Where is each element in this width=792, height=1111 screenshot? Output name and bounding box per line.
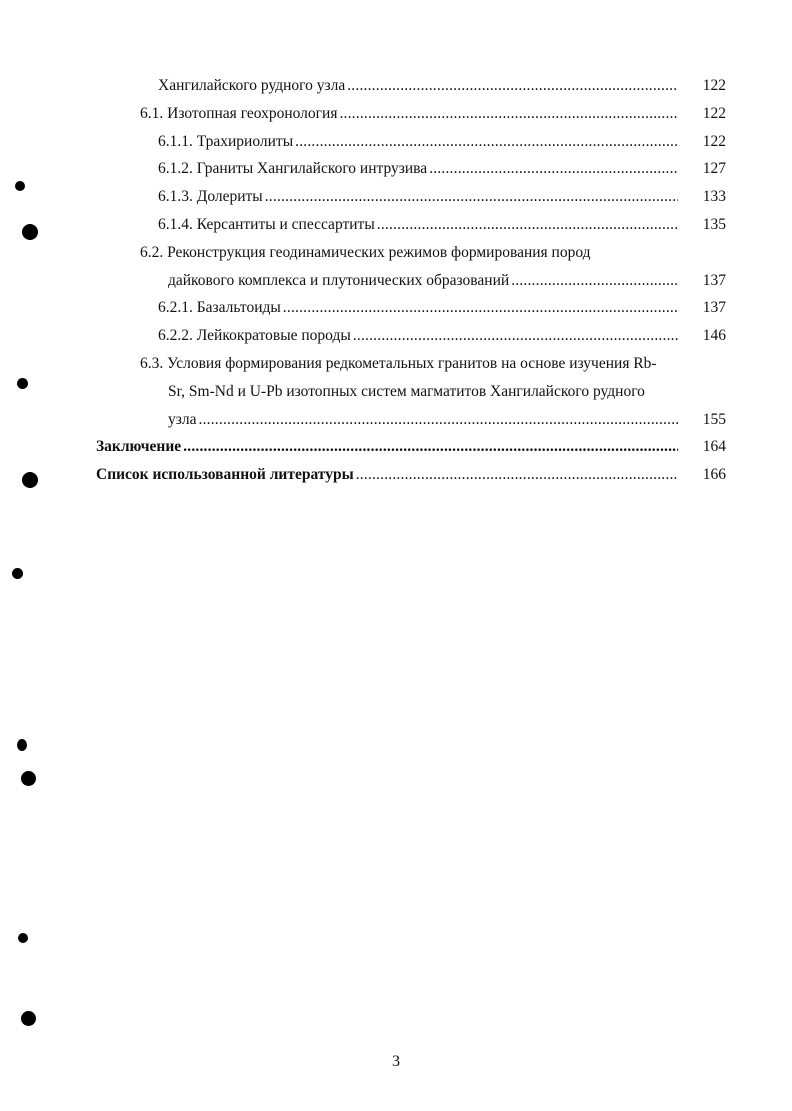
toc-entry-conclusion bbox=[96, 433, 726, 461]
toc-entry-title: 6.1. Изотопная геохронология bbox=[140, 104, 338, 122]
toc-dot-leader bbox=[339, 100, 678, 128]
toc-entry-page: 164 bbox=[702, 438, 726, 456]
toc-entry-title-continued: узла bbox=[168, 410, 197, 428]
toc-entry bbox=[96, 294, 726, 322]
punch-hole-mark bbox=[22, 224, 38, 240]
toc-entry bbox=[96, 406, 726, 434]
toc-entry bbox=[96, 100, 726, 128]
toc-entry bbox=[96, 211, 726, 239]
toc-dot-leader bbox=[429, 155, 678, 183]
toc-dot-leader bbox=[295, 128, 678, 156]
toc-entry bbox=[96, 322, 726, 350]
toc-entry-line bbox=[96, 350, 726, 378]
toc-entry-references bbox=[96, 461, 726, 489]
toc-entry-title: 6.2.2. Лейкократовые породы bbox=[158, 327, 351, 345]
toc-dot-leader bbox=[347, 72, 678, 100]
punch-hole-mark bbox=[12, 568, 23, 579]
toc-entry bbox=[96, 183, 726, 211]
toc-entry bbox=[96, 72, 726, 100]
toc-entry-line bbox=[96, 239, 726, 267]
toc-entry-page: 122 bbox=[702, 77, 726, 94]
toc-entry-page: 137 bbox=[702, 271, 726, 289]
toc-entry-page: 122 bbox=[702, 104, 726, 122]
toc-entry-title: Заключение bbox=[96, 438, 182, 456]
toc-entry bbox=[96, 155, 726, 183]
toc-entry bbox=[96, 128, 726, 156]
toc-dot-leader bbox=[199, 406, 679, 434]
toc-entry-title-continued: Sr, Sm-Nd и U-Pb изотопных систем магматитов Хангилайского рудного bbox=[168, 382, 645, 400]
page-number: 3 bbox=[392, 1053, 400, 1070]
toc-dot-leader bbox=[283, 294, 678, 322]
toc-entry-title: 6.3. Условия формирования редкометальных гранитов на основе изучения Rb- bbox=[140, 354, 657, 372]
toc-dot-leader bbox=[183, 433, 678, 461]
toc-entry-title: 6.1.3. Долериты bbox=[158, 188, 263, 206]
toc-entry-title: 6.1.4. Керсантиты и спессартиты bbox=[158, 215, 375, 233]
toc-entry-line bbox=[96, 378, 726, 406]
toc-entry-title: 6.2. Реконструкция геодинамических режимов формирования пород bbox=[140, 243, 591, 261]
punch-hole-mark bbox=[15, 181, 25, 191]
punch-hole-mark bbox=[21, 771, 36, 786]
punch-hole-mark bbox=[22, 472, 38, 488]
toc-entry-title: Список использованной литературы bbox=[96, 466, 354, 484]
toc-dot-leader bbox=[377, 211, 678, 239]
punch-hole-mark bbox=[21, 1011, 36, 1026]
toc-entry-page: 166 bbox=[702, 466, 726, 484]
toc-entry-page: 127 bbox=[702, 160, 726, 178]
punch-hole-mark bbox=[17, 739, 27, 751]
toc-entry-page: 155 bbox=[702, 410, 726, 428]
punch-hole-mark bbox=[18, 933, 28, 943]
toc-entry-title: Хангилайского рудного узла bbox=[158, 77, 346, 94]
toc-entry-page: 135 bbox=[702, 215, 726, 233]
table-of-contents bbox=[96, 72, 726, 489]
toc-dot-leader bbox=[511, 267, 678, 295]
toc-entry-page: 122 bbox=[702, 132, 726, 150]
toc-entry-page: 137 bbox=[702, 299, 726, 317]
toc-entry-title: 6.2.1. Базальтоиды bbox=[158, 299, 281, 317]
toc-dot-leader bbox=[353, 322, 678, 350]
toc-entry-title: 6.1.1. Трахириолиты bbox=[158, 132, 294, 150]
toc-entry-title: 6.1.2. Граниты Хангилайского интрузива bbox=[158, 160, 428, 178]
punch-hole-mark bbox=[17, 378, 28, 389]
toc-entry-page: 146 bbox=[702, 327, 726, 345]
toc-entry-page: 133 bbox=[702, 188, 726, 206]
toc-entry-title-continued: дайкового комплекса и плутонических образований bbox=[168, 271, 510, 289]
toc-dot-leader bbox=[356, 461, 678, 489]
toc-dot-leader bbox=[265, 183, 678, 211]
toc-entry bbox=[96, 267, 726, 295]
